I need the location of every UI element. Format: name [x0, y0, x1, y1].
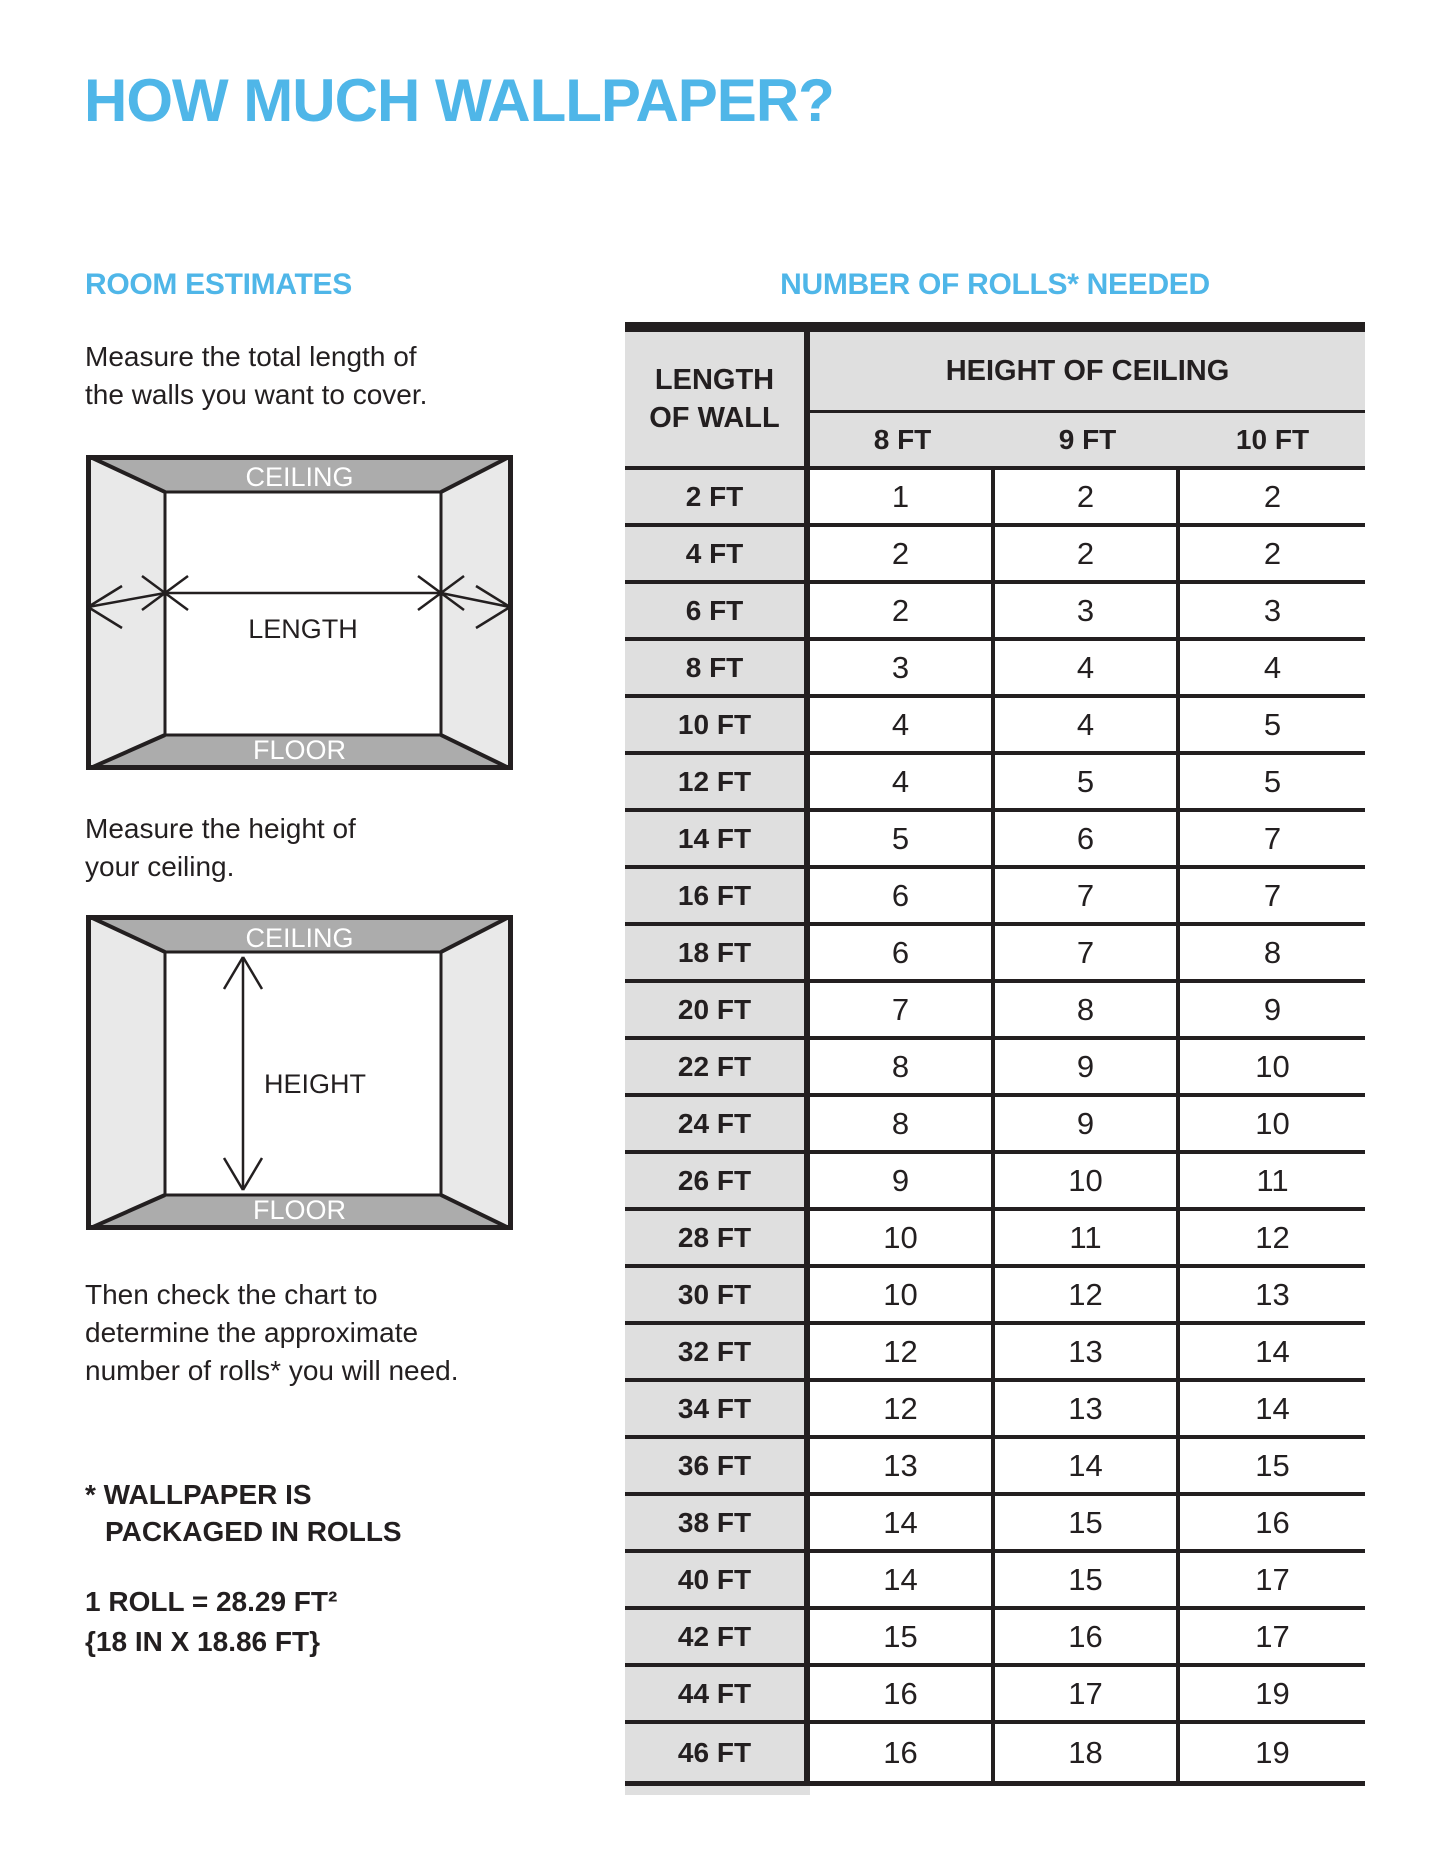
roll-count-cell: 12 [995, 1268, 1180, 1321]
table-row [625, 812, 1365, 869]
text-line: Measure the total length of [85, 341, 417, 372]
roll-count-cell: 9 [995, 1097, 1180, 1150]
roll-count-cell: 5 [1180, 698, 1365, 751]
room-length-diagram [86, 455, 513, 770]
roll-count-cell: 7 [995, 869, 1180, 922]
corner-header-length-of-wall [625, 332, 810, 466]
table-row [625, 983, 1365, 1040]
row-label: 14 FT [625, 812, 810, 865]
corner-header-line: LENGTH [654, 364, 775, 396]
corner-header-line: OF WALL [649, 402, 780, 434]
table-row [625, 926, 1365, 983]
roll-count-cell: 6 [995, 812, 1180, 865]
roll-count-cell: 4 [810, 755, 995, 808]
floor-label: FLOOR [252, 1195, 347, 1225]
table-row [625, 755, 1365, 812]
row-label: 22 FT [625, 1040, 810, 1093]
table-row [625, 527, 1365, 584]
table-heading: NUMBER OF ROLLS* NEEDED [780, 268, 1210, 301]
row-label: 16 FT [625, 869, 810, 922]
roll-count-cell: 10 [995, 1154, 1180, 1207]
table-row [625, 1211, 1365, 1268]
roll-count-cell: 13 [995, 1382, 1180, 1435]
roll-count-cell: 9 [1180, 983, 1365, 1036]
roll-count-cell: 2 [1180, 527, 1365, 580]
text-line: 1 ROLL = 28.29 FT² [85, 1586, 338, 1617]
table-row [625, 1097, 1365, 1154]
text-line: * WALLPAPER IS [85, 1479, 312, 1510]
table-row [625, 1553, 1365, 1610]
roll-count-cell: 4 [995, 698, 1180, 751]
row-label: 20 FT [625, 983, 810, 1036]
left-wall-face [86, 915, 165, 1230]
table-row [625, 1382, 1365, 1439]
roll-count-cell: 14 [995, 1439, 1180, 1492]
roll-count-cell: 1 [810, 470, 995, 523]
row-label: 10 FT [625, 698, 810, 751]
roll-count-cell: 6 [810, 869, 995, 922]
right-wall-face [441, 915, 513, 1230]
roll-count-cell: 4 [1180, 641, 1365, 694]
roll-count-cell: 13 [1180, 1268, 1365, 1321]
roll-count-cell: 10 [810, 1211, 995, 1264]
roll-count-cell: 8 [1180, 926, 1365, 979]
row-label: 40 FT [625, 1553, 810, 1606]
text-line: {18 IN X 18.86 FT} [85, 1626, 321, 1657]
table-row [625, 641, 1365, 698]
roll-count-cell: 5 [810, 812, 995, 865]
roll-count-cell: 8 [810, 1097, 995, 1150]
roll-count-cell: 15 [1180, 1439, 1365, 1492]
roll-count-cell: 2 [810, 584, 995, 637]
roll-count-cell: 6 [810, 926, 995, 979]
roll-count-cell: 16 [995, 1610, 1180, 1663]
roll-count-cell: 3 [1180, 584, 1365, 637]
text-line: determine the approximate [85, 1317, 419, 1348]
table-row [625, 1268, 1365, 1325]
roll-count-cell: 14 [1180, 1325, 1365, 1378]
table-row [625, 1040, 1365, 1097]
roll-count-cell: 10 [810, 1268, 995, 1321]
row-label: 12 FT [625, 755, 810, 808]
table-row [625, 869, 1365, 926]
roll-count-cell: 8 [810, 1040, 995, 1093]
table-row [625, 1154, 1365, 1211]
table-row [625, 1724, 1365, 1781]
floor-label: FLOOR [252, 735, 347, 765]
row-label: 38 FT [625, 1496, 810, 1549]
row-label: 30 FT [625, 1268, 810, 1321]
roll-count-cell: 12 [810, 1325, 995, 1378]
room-height-diagram [86, 915, 513, 1230]
row-label: 26 FT [625, 1154, 810, 1207]
table-top-border [625, 322, 1365, 332]
roll-size-info [85, 1582, 337, 1662]
col-header: 8 FT [873, 423, 932, 455]
height-label: HEIGHT [264, 1069, 367, 1099]
row-label: 36 FT [625, 1439, 810, 1492]
table-row [625, 1439, 1365, 1496]
page-title: HOW MUCH WALLPAPER? [84, 67, 834, 134]
roll-count-cell: 9 [995, 1040, 1180, 1093]
roll-count-cell: 9 [810, 1154, 995, 1207]
roll-count-cell: 4 [995, 641, 1180, 694]
table-body [625, 470, 1365, 1781]
roll-count-cell: 12 [1180, 1211, 1365, 1264]
text-line: your ceiling. [85, 851, 235, 882]
wallpaper-footnote [85, 1476, 402, 1550]
roll-count-cell: 16 [810, 1724, 995, 1781]
roll-count-cell: 17 [1180, 1553, 1365, 1606]
ceiling-label: CEILING [245, 462, 354, 492]
roll-count-cell: 15 [995, 1553, 1180, 1606]
roll-count-cell: 2 [810, 527, 995, 580]
row-label: 46 FT [625, 1724, 810, 1781]
col-header: 10 FT [1235, 423, 1310, 455]
table-row [625, 470, 1365, 527]
roll-count-cell: 15 [995, 1496, 1180, 1549]
roll-count-cell: 8 [995, 983, 1180, 1036]
roll-count-cell: 11 [995, 1211, 1180, 1264]
table-row [625, 1496, 1365, 1553]
table-row [625, 698, 1365, 755]
roll-count-cell: 17 [995, 1667, 1180, 1720]
row-label: 4 FT [625, 527, 810, 580]
text-line: the walls you want to cover. [85, 379, 428, 410]
length-label: LENGTH [248, 614, 358, 644]
column-headers [810, 413, 1365, 466]
roll-count-cell: 7 [1180, 812, 1365, 865]
table-row [625, 1667, 1365, 1724]
roll-count-cell: 2 [1180, 470, 1365, 523]
roll-count-cell: 7 [810, 983, 995, 1036]
roll-count-cell: 18 [995, 1724, 1180, 1781]
row-label: 24 FT [625, 1097, 810, 1150]
row-label: 42 FT [625, 1610, 810, 1663]
text-line: Then check the chart to [85, 1279, 378, 1310]
roll-count-cell: 16 [1180, 1496, 1365, 1549]
col-header: 9 FT [1058, 423, 1117, 455]
row-label: 2 FT [625, 470, 810, 523]
roll-count-cell: 19 [1180, 1667, 1365, 1720]
row-label: 6 FT [625, 584, 810, 637]
roll-count-cell: 15 [810, 1610, 995, 1663]
text-line: Measure the height of [85, 813, 356, 844]
table-gray-tail [625, 1786, 810, 1795]
ceiling-header-group [810, 332, 1365, 466]
roll-count-cell: 19 [1180, 1724, 1365, 1781]
text-line: PACKAGED IN ROLLS [105, 1516, 402, 1547]
row-label: 18 FT [625, 926, 810, 979]
roll-count-cell: 13 [995, 1325, 1180, 1378]
table-header [625, 332, 1365, 466]
roll-count-cell: 14 [1180, 1382, 1365, 1435]
table-row [625, 584, 1365, 641]
table-row [625, 1610, 1365, 1667]
roll-count-cell: 3 [810, 641, 995, 694]
roll-count-cell: 2 [995, 527, 1180, 580]
row-label: 34 FT [625, 1382, 810, 1435]
roll-count-cell: 2 [995, 470, 1180, 523]
roll-count-cell: 3 [995, 584, 1180, 637]
roll-count-cell: 16 [810, 1667, 995, 1720]
section-heading-room-estimates: ROOM ESTIMATES [85, 268, 352, 301]
table-row [625, 1325, 1365, 1382]
roll-count-cell: 17 [1180, 1610, 1365, 1663]
roll-count-cell: 14 [810, 1496, 995, 1549]
row-label: 32 FT [625, 1325, 810, 1378]
roll-count-cell: 10 [1180, 1097, 1365, 1150]
text-line: number of rolls* you will need. [85, 1355, 459, 1386]
roll-count-cell: 11 [1180, 1154, 1365, 1207]
roll-count-cell: 7 [1180, 869, 1365, 922]
instruction-step-3 [85, 1276, 459, 1390]
roll-count-cell: 10 [1180, 1040, 1365, 1093]
ceiling-label: CEILING [245, 923, 354, 953]
roll-count-cell: 5 [1180, 755, 1365, 808]
rolls-table [625, 322, 1365, 1795]
roll-count-cell: 13 [810, 1439, 995, 1492]
roll-count-cell: 7 [995, 926, 1180, 979]
instruction-step-2 [85, 810, 356, 886]
roll-count-cell: 4 [810, 698, 995, 751]
row-label: 44 FT [625, 1667, 810, 1720]
group-header-height-of-ceiling: HEIGHT OF CEILING [810, 332, 1365, 413]
roll-count-cell: 5 [995, 755, 1180, 808]
row-label: 28 FT [625, 1211, 810, 1264]
roll-count-cell: 12 [810, 1382, 995, 1435]
row-label: 8 FT [625, 641, 810, 694]
instruction-step-1 [85, 338, 427, 414]
roll-count-cell: 14 [810, 1553, 995, 1606]
